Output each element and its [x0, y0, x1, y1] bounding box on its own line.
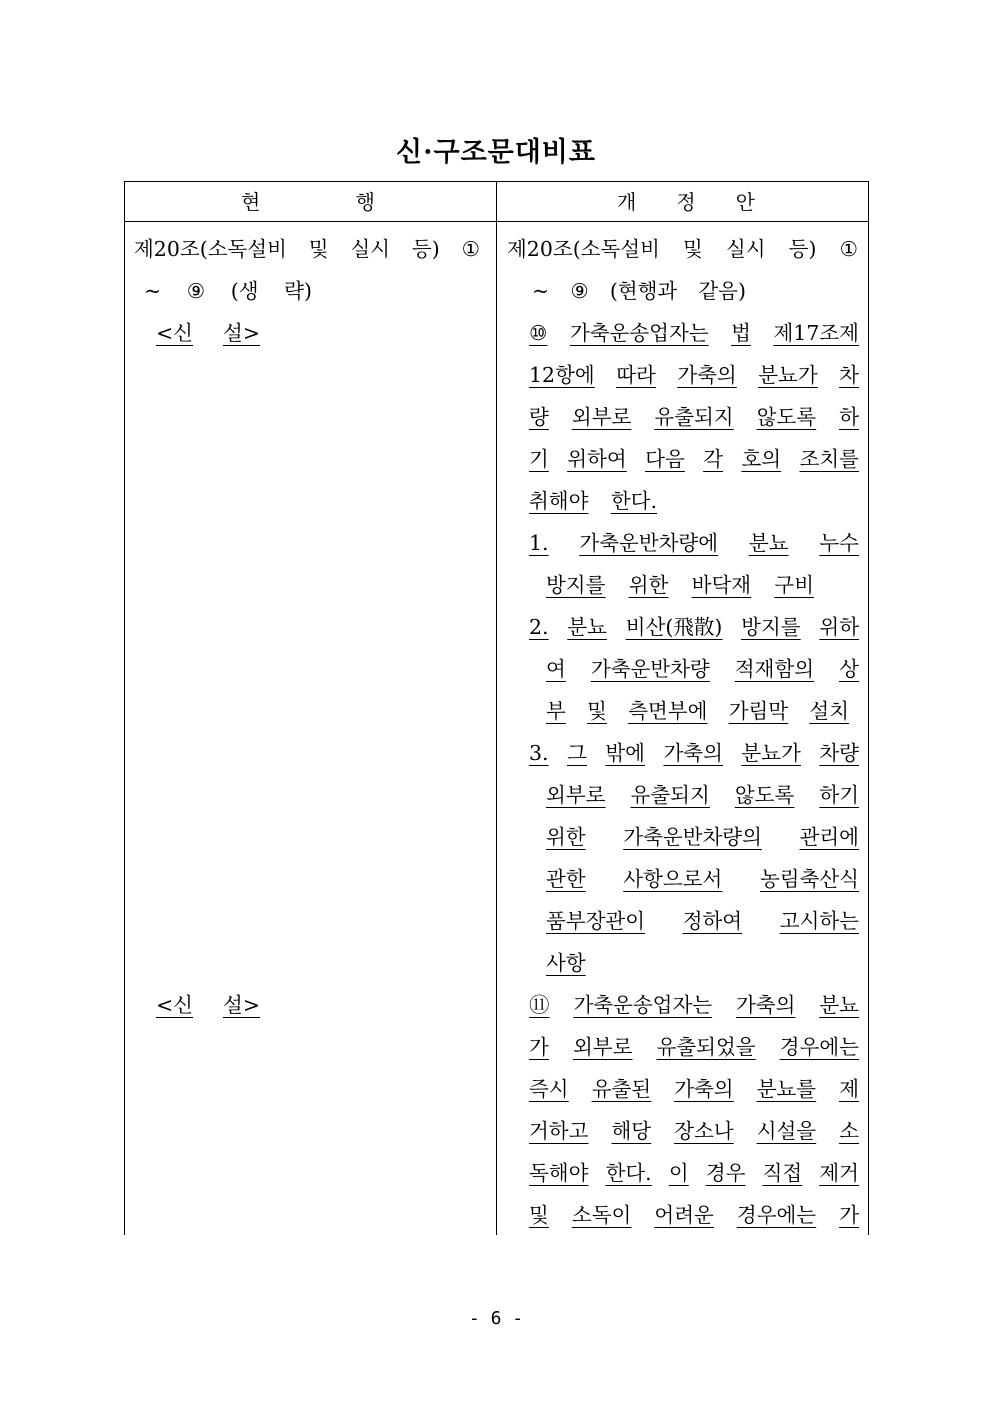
revised-word: ~: [532, 279, 550, 303]
revised-word: 등): [788, 237, 817, 261]
revised-line: [529, 1117, 859, 1145]
revised-word: 위한: [546, 825, 586, 849]
revised-word: 가축의: [736, 993, 796, 1017]
revised-word: 외부로: [572, 1035, 633, 1059]
revised-word: 가: [839, 1203, 859, 1227]
current-word: 략): [284, 279, 312, 303]
revised-word: 분뇨가: [758, 363, 818, 387]
page-title: 신·구조문대비표: [396, 137, 596, 168]
revised-word: 실시: [725, 237, 766, 261]
revised-word: 방지를: [546, 573, 606, 597]
current-word: 및: [308, 237, 329, 261]
revised-word: 한다.: [605, 1161, 652, 1185]
revised-word: 제거: [819, 1161, 859, 1185]
revised-word: 3.: [529, 741, 549, 765]
revised-word: (현행과: [609, 279, 678, 303]
revised-line: [546, 949, 592, 977]
revised-word: 가축운반차량의: [623, 825, 762, 849]
current-word: ~: [144, 279, 162, 303]
revised-word: 사항: [546, 951, 586, 975]
revised-word: 같음): [698, 279, 746, 303]
revised-word: 경우에는: [736, 1203, 817, 1227]
revised-line: [546, 823, 859, 851]
current-word: 설>: [223, 993, 260, 1017]
revised-word: 않도록: [734, 783, 795, 807]
revised-word: 1.: [529, 531, 549, 555]
revised-word: 해당: [611, 1119, 652, 1143]
revised-word: 가축운반차량: [590, 657, 710, 681]
revised-word: 가축의: [663, 741, 723, 765]
revised-word: 장소나: [674, 1119, 734, 1143]
revised-word: 어려운: [654, 1203, 714, 1227]
revised-line: [529, 445, 859, 473]
current-word: (생: [230, 279, 259, 303]
revised-word: 차량: [819, 741, 859, 765]
column-divider: [496, 181, 497, 1235]
revised-line: [529, 739, 859, 767]
current-line: [156, 319, 260, 347]
revised-line: [529, 319, 859, 347]
current-line: [156, 991, 260, 1019]
revised-word: 유출되지: [654, 405, 734, 429]
revised-word: 분뇨: [748, 531, 789, 555]
revised-word: 및: [587, 699, 607, 723]
revised-word: 직접: [762, 1161, 803, 1185]
revised-word: 여: [546, 657, 566, 681]
revised-word: 2.: [529, 615, 549, 639]
revised-line: [532, 277, 746, 305]
revised-word: 다음: [645, 447, 685, 471]
revised-word: 분뇨가: [741, 741, 801, 765]
revised-line: [546, 907, 859, 935]
table-right-border: [868, 181, 869, 1235]
revised-line: [529, 529, 859, 557]
revised-word: 가축운송업자는: [573, 993, 713, 1017]
revised-word: 소: [839, 1119, 859, 1143]
revised-word: ⑪: [529, 993, 550, 1017]
revised-word: 차: [839, 363, 859, 387]
revised-line: [529, 487, 657, 515]
revised-word: 누수: [819, 531, 859, 555]
revised-word: 유출되었을: [656, 1035, 756, 1059]
revised-word: 시설을: [756, 1119, 817, 1143]
revised-word: 가축의: [677, 363, 737, 387]
revised-line: [529, 1033, 859, 1061]
page-number: - 6 -: [468, 1308, 524, 1329]
revised-word: 소독이: [571, 1203, 632, 1227]
current-line: [134, 235, 480, 263]
header-current: 현 행: [241, 190, 375, 214]
current-word: 등): [411, 237, 440, 261]
revised-word: ①: [839, 237, 858, 261]
revised-word: 이: [668, 1161, 689, 1185]
revised-word: 설치: [809, 699, 849, 723]
revised-word: 비산(飛散): [625, 615, 723, 639]
comparison-table: [124, 181, 869, 1235]
revised-word: 위하: [819, 615, 859, 639]
revised-word: 즉시: [529, 1077, 569, 1101]
header-revised: 개 정 안: [617, 190, 755, 214]
revised-word: 따라: [616, 363, 656, 387]
revised-word: 제: [839, 1077, 859, 1101]
revised-word: 하기: [819, 783, 859, 807]
revised-word: 적재함의: [734, 657, 815, 681]
revised-word: 상: [839, 657, 859, 681]
revised-word: 분뇨: [819, 993, 859, 1017]
revised-word: 가림막: [728, 699, 789, 723]
revised-word: 가축운송업자는: [569, 321, 709, 345]
revised-word: 외부로: [546, 783, 606, 807]
revised-word: 기: [529, 447, 549, 471]
current-word: ①: [461, 237, 480, 261]
revised-word: 유출된: [591, 1077, 652, 1101]
revised-line: [546, 655, 859, 683]
revised-word: 12항에: [529, 363, 595, 387]
revised-line: [546, 781, 859, 809]
revised-word: 법: [731, 321, 751, 345]
revised-line: [529, 613, 859, 641]
revised-word: 유출되지: [630, 783, 710, 807]
current-word: 실시: [350, 237, 391, 261]
revised-word: 가축의: [674, 1077, 734, 1101]
current-word: 제20조(소독설비: [134, 237, 287, 261]
revised-line: [529, 1201, 859, 1229]
revised-word: 위한: [628, 573, 669, 597]
revised-line: [529, 403, 859, 431]
revised-word: 관리에: [799, 825, 859, 849]
revised-word: 외부로: [571, 405, 632, 429]
revised-word: 제20조(소독설비: [507, 237, 660, 261]
revised-word: 측면부에: [628, 699, 708, 723]
revised-word: 각: [703, 447, 724, 471]
revised-word: 제17조제: [773, 321, 859, 345]
revised-word: 품부장관이: [546, 909, 646, 933]
revised-line: [529, 1159, 859, 1187]
revised-word: 관한: [546, 867, 586, 891]
revised-word: 분뇨를: [756, 1077, 817, 1101]
revised-word: 부: [546, 699, 566, 723]
revised-line: [546, 865, 859, 893]
revised-word: 호의: [741, 447, 782, 471]
revised-line: [546, 697, 849, 725]
revised-word: 방지를: [741, 615, 801, 639]
current-word: 설>: [223, 321, 260, 345]
revised-word: 독해야: [529, 1161, 589, 1185]
revised-word: ⑨: [570, 279, 589, 303]
current-word: ⑨: [186, 279, 206, 303]
revised-word: 않도록: [756, 405, 817, 429]
revised-word: 가: [529, 1035, 549, 1059]
revised-word: 구비: [774, 573, 814, 597]
current-word: <신: [156, 321, 193, 345]
revised-line: [529, 361, 859, 389]
table-left-border: [124, 181, 125, 1235]
revised-word: 한다.: [610, 489, 657, 513]
revised-word: 분뇨: [567, 615, 607, 639]
revised-line: [507, 235, 858, 263]
revised-word: 및: [529, 1203, 549, 1227]
revised-word: 취해야: [529, 489, 589, 513]
revised-word: 경우에는: [779, 1035, 859, 1059]
revised-word: 정하여: [682, 909, 743, 933]
revised-word: 고시하는: [779, 909, 859, 933]
revised-word: 그: [567, 741, 587, 765]
revised-word: 가축운반차량에: [579, 531, 719, 555]
revised-word: ⑩: [529, 321, 548, 345]
revised-line: [529, 1075, 859, 1103]
revised-word: 사항으로서: [623, 867, 723, 891]
revised-word: 량: [529, 405, 549, 429]
revised-line: [546, 571, 814, 599]
revised-word: 바닥재: [691, 573, 752, 597]
current-line: [144, 277, 312, 305]
revised-word: 농림축산식: [759, 867, 859, 891]
revised-word: 및: [683, 237, 703, 261]
current-word: <신: [156, 993, 193, 1017]
revised-word: 거하고: [529, 1119, 589, 1143]
revised-word: 조치를: [799, 447, 859, 471]
revised-word: 위하여: [567, 447, 627, 471]
revised-word: 밖에: [605, 741, 645, 765]
revised-line: [529, 991, 859, 1019]
revised-word: 경우: [705, 1161, 746, 1185]
revised-word: 하: [839, 405, 859, 429]
